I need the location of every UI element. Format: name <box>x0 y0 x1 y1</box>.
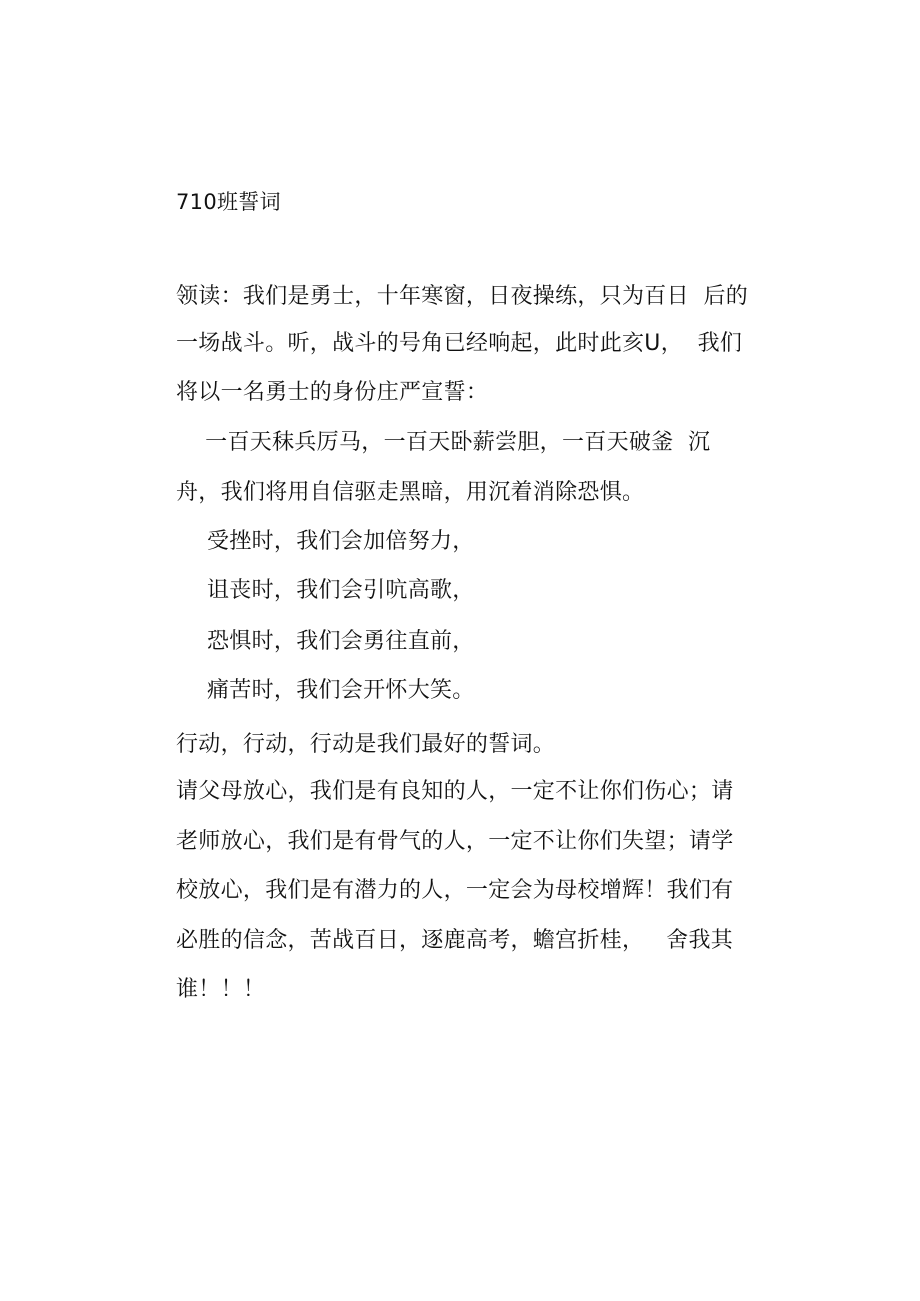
paragraph-two-line-1: 一百天秣兵厉马，一百天卧薪尝胆，一百天破釜 沉 <box>176 430 711 455</box>
verse-line-3: 恐惧时，我们会勇往直前， <box>207 629 475 654</box>
lead-line-2: 一场战斗。听，战斗的号角已经响起，此时此亥U， 我们 <box>176 331 743 356</box>
closing-line-2: 老师放心，我们是有骨气的人，一定不让你们失望；请学 <box>176 829 734 854</box>
verse-line-2: 诅丧时，我们会引吭高歌， <box>207 578 475 603</box>
closing-line-3: 校放心，我们是有潜力的人，一定会为母校增辉！我们有 <box>176 878 734 903</box>
closing-line-5: 谁！！！ <box>176 977 266 1002</box>
lead-line-3: 将以一名勇士的身份庄严宣誓： <box>176 380 489 405</box>
verse-line-1: 受挫时，我们会加倍努力， <box>207 529 475 554</box>
document-title: 710班誓词 <box>176 190 281 214</box>
action-line: 行动，行动，行动是我们最好的誓词。 <box>176 732 556 757</box>
lead-line-1: 领读：我们是勇士，十年寒窗，日夜操练，只为百日 后的 <box>176 284 749 309</box>
paragraph-two-line-2: 舟，我们将用自信驱走黑暗，用沉着消除恐惧。 <box>176 480 645 505</box>
verse-line-4: 痛苦时，我们会开怀大笑。 <box>207 678 475 703</box>
closing-line-4: 必胜的信念，苦战百日，逐鹿高考，蟾宫折桂， 舍我其 <box>176 928 734 953</box>
closing-line-1: 请父母放心，我们是有良知的人，一定不让你们伤心；请 <box>176 779 734 804</box>
